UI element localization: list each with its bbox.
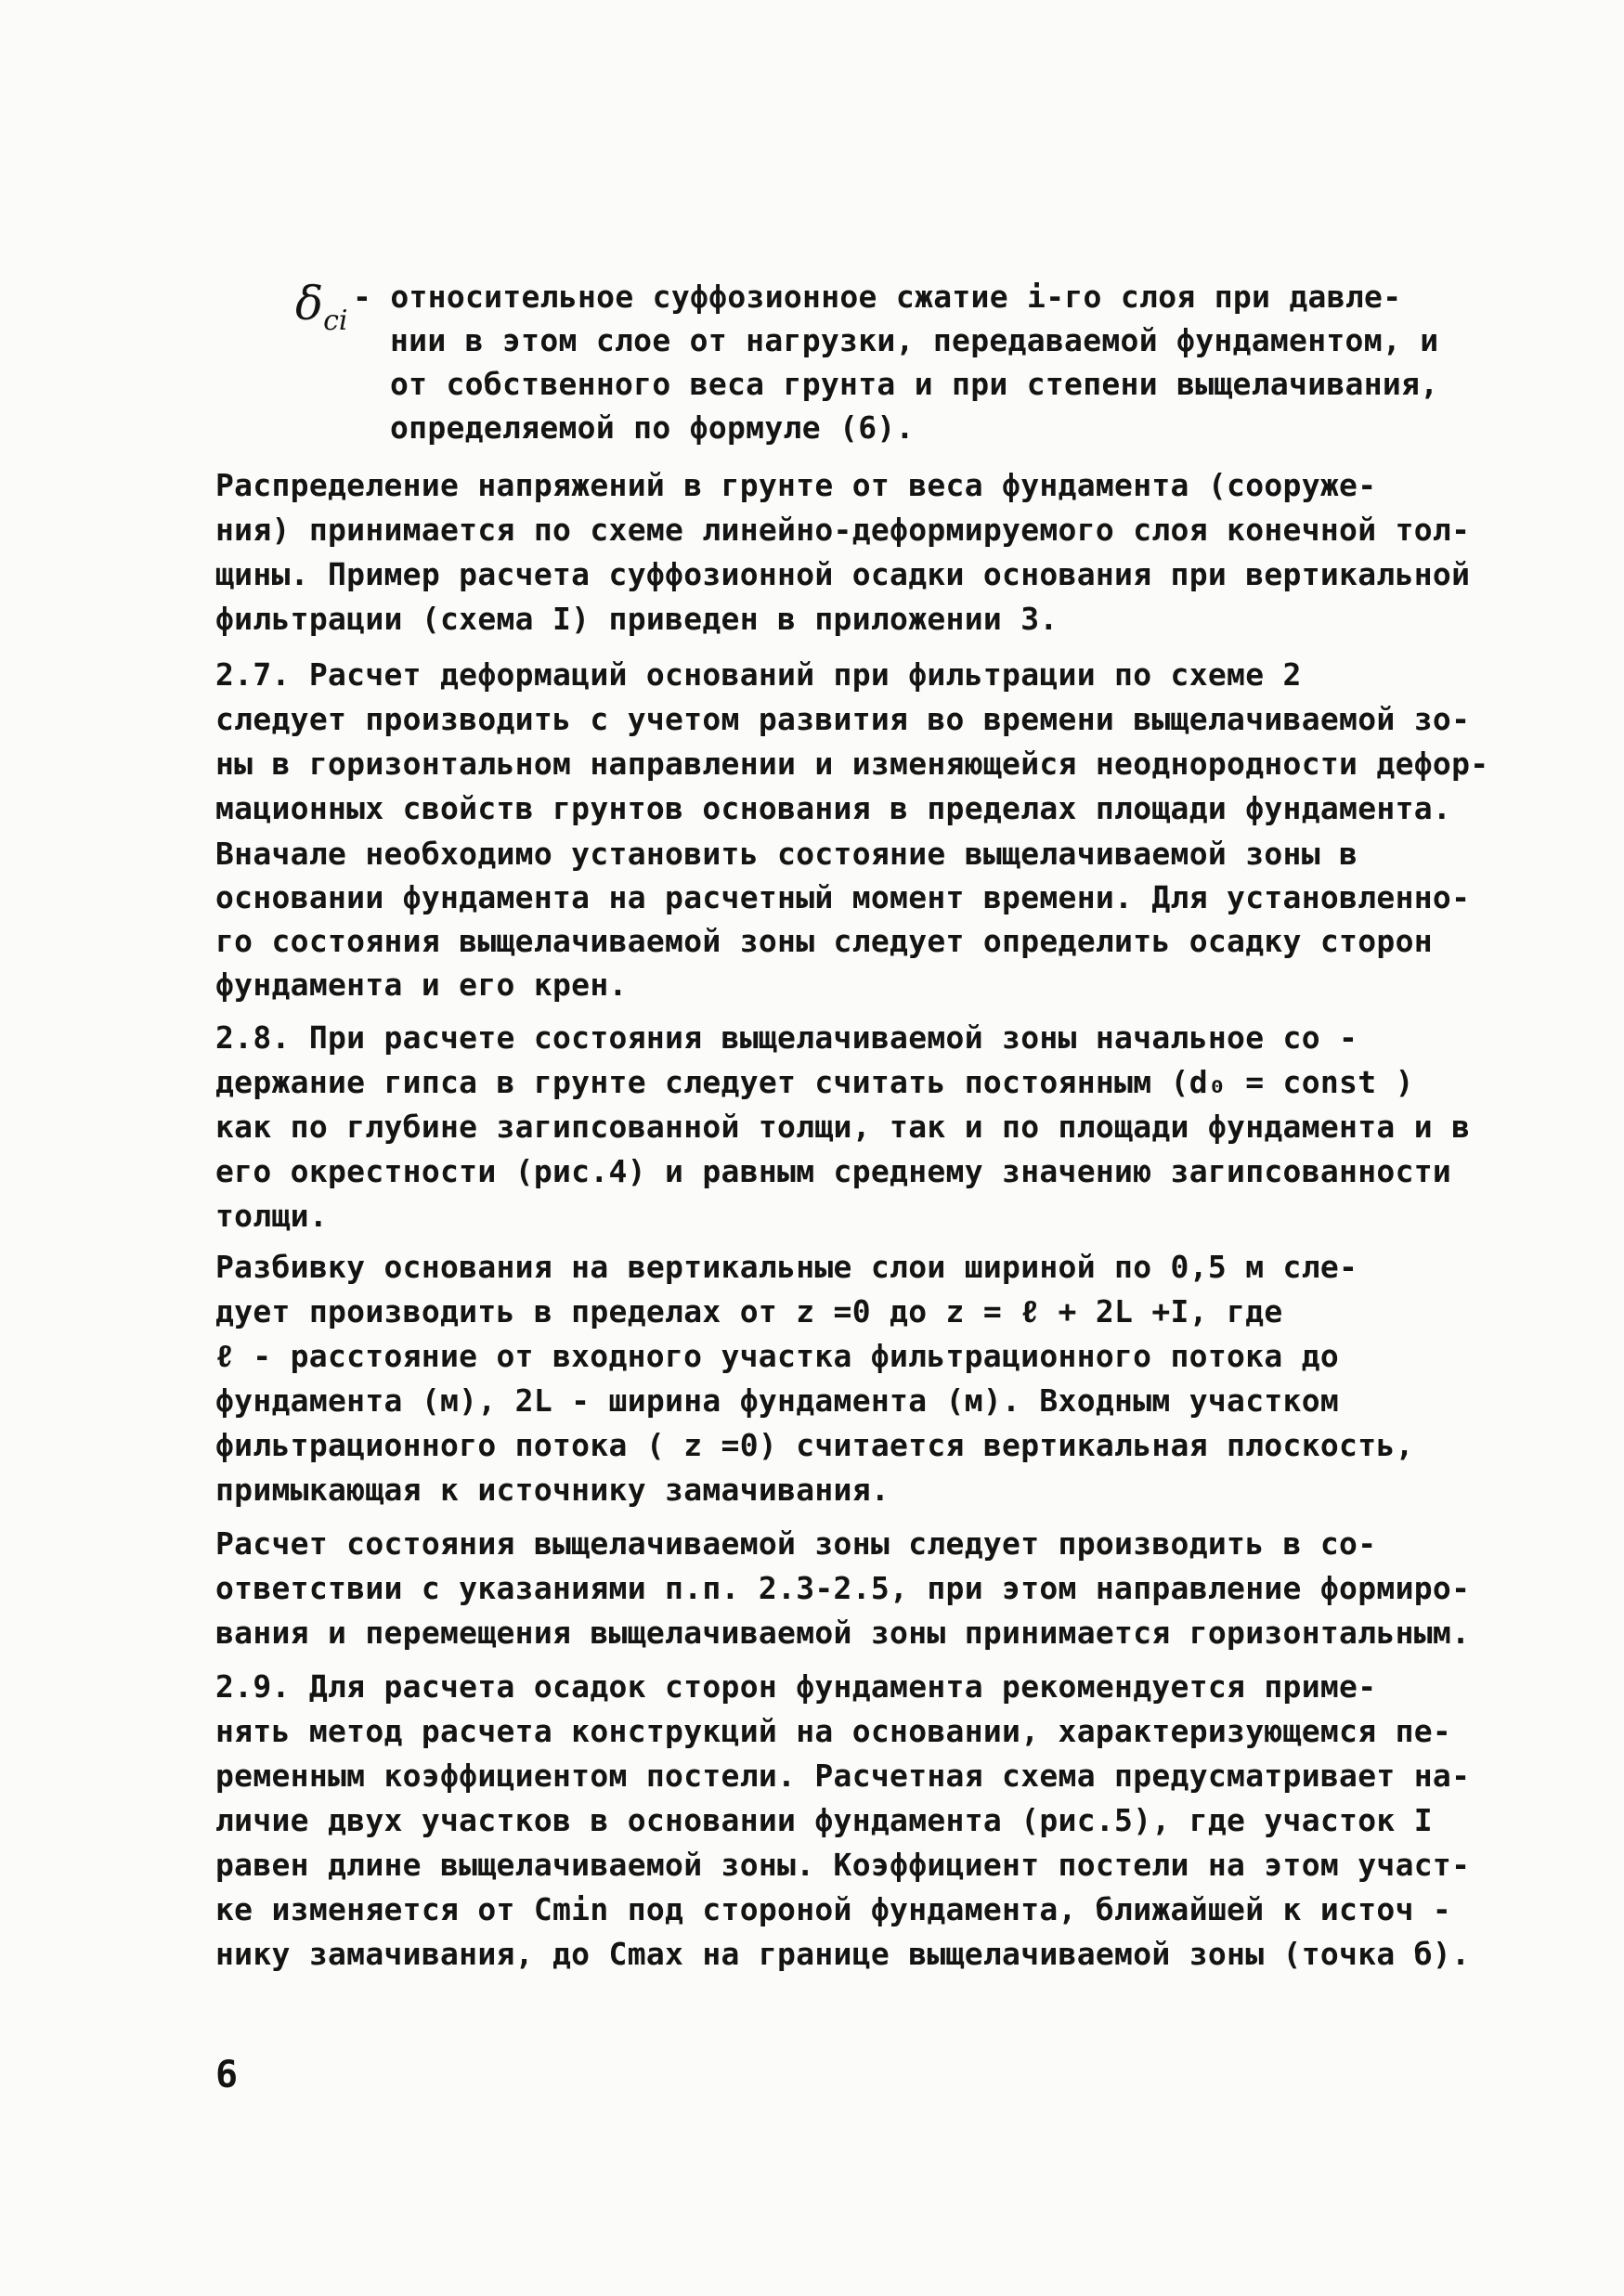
text-line: от собственного веса грунта и при степени выщелачивания, [390,366,1439,402]
text-line: 2.8. При расчете состояния выщелачиваемой зоны начальное со - [215,1019,1358,1056]
text-line: держание гипса в грунте следует считать постоянным (d₀ = const ) [215,1064,1414,1100]
text-line: ны в горизонтальном направлении и изменяющейся неоднородности дефор- [215,746,1489,782]
text-line: личие двух участков в основании фундамента (рис.5), где участок I [215,1802,1433,1838]
text-line: ке изменяется от Cmin под стороной фундамента, ближайшей к источ - [215,1891,1452,1927]
text-line: 2.7. Расчет деформаций оснований при фильтрации по схеме 2 [215,656,1302,693]
text-line: вания и перемещения выщелачиваемой зоны принимается горизонтальным. [215,1615,1471,1651]
text-line: как по глубине загипсованной толщи, так и по площади фундамента и в [215,1109,1471,1145]
text-line: нии в этом слое от нагрузки, передаваемой фундаментом, и [390,322,1439,358]
text-line: 2.9. Для расчета осадок сторон фундамента рекомендуется приме- [215,1668,1377,1705]
text-line: толщи. [215,1198,329,1234]
text-line: фильтрации (схема I) приведен в приложении 3. [215,601,1059,637]
text-line: основании фундамента на расчетный момент времени. Для установленно- [215,879,1471,915]
delta-ci-symbol: $\delta_{ci}$ [295,277,348,337]
text-line: фундамента и его крен. [215,966,628,1003]
text-line: ответствии с указаниями п.п. 2.3-2.5, при этом направление формиро- [215,1570,1471,1606]
text-line: Разбивку основания на вертикальные слои шириной по 0,5 м сле- [215,1249,1358,1285]
text-line: щины. Пример расчета суффозионной осадки основания при вертикальной [215,556,1471,592]
text-line: дует производить в пределах от z =0 до z = ℓ + 2L +I, где [215,1293,1283,1330]
text-line: го состояния выщелачиваемой зоны следует определить осадку сторон [215,923,1433,959]
text-line: нять метод расчета конструкций на основании, характеризующемся пе- [215,1713,1452,1749]
text-line: Расчет состояния выщелачиваемой зоны следует производить в со- [215,1525,1377,1562]
text-line: фильтрационного потока ( z =0) считается вертикальная плоскость, [215,1427,1414,1463]
page-number: 6 [215,2054,239,2096]
text-line: нику замачивания, до Cmax на границе выщелачиваемой зоны (точка б). [215,1936,1471,1972]
text-line: Распределение напряжений в грунте от веса фундамента (сооруже- [215,467,1377,503]
text-line: ния) принимается по схеме линейно-деформируемого слоя конечной тол- [215,512,1471,548]
text-line: следует производить с учетом развития во времени выщелачиваемой зо- [215,701,1471,737]
text-line: мационных свойств грунтов основания в пределах площади фундамента. [215,790,1452,826]
text-line: его окрестности (рис.4) и равным среднему значению загипсованности [215,1153,1452,1189]
text-line: Вначале необходимо установить состояние выщелачиваемой зоны в [215,836,1358,872]
text-line: - относительное суффозионное сжатие i-го слоя при давле- [353,279,1402,315]
text-line: фундамента (м), 2L - ширина фундамента (м). Входным участком [215,1382,1340,1419]
text-line: ℓ - расстояние от входного участка фильтрационного потока до [215,1338,1339,1374]
text-line: ременным коэффициентом постели. Расчетная схема предусматривает на- [215,1758,1471,1794]
text-line: примыкающая к источнику замачивания. [215,1472,890,1508]
text-line: равен длине выщелачиваемой зоны. Коэффициент постели на этом участ- [215,1847,1471,1883]
text-line: определяемой по формуле (6). [390,409,915,446]
